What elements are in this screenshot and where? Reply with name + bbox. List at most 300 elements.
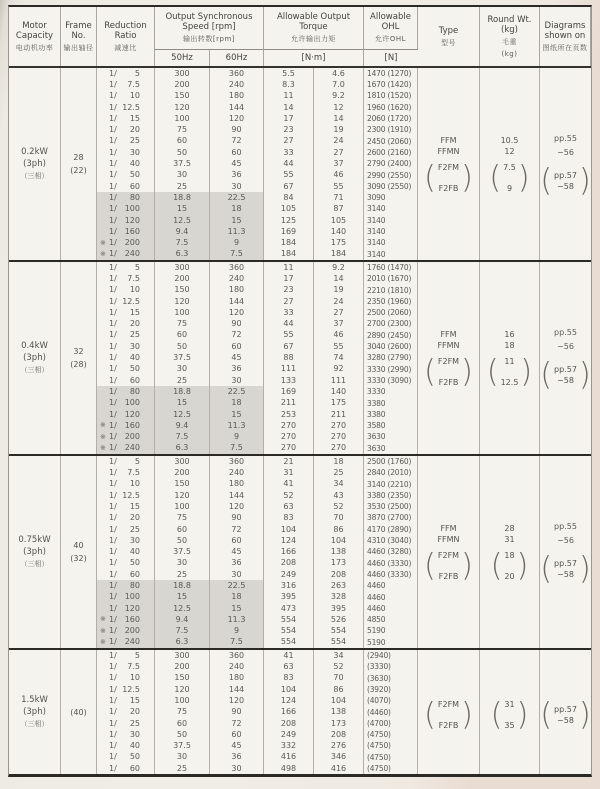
speed-50hz-cell: 37.5: [155, 158, 210, 169]
left-paren-glyph: (: [540, 162, 553, 199]
speed-60hz-cell: 90: [210, 707, 264, 718]
torque-50hz-cell: 44: [264, 319, 314, 330]
ratio-cell: [97, 501, 155, 512]
ratio-denominator: 160: [124, 420, 140, 430]
col-header-diagrams-en: Diagrams shown on: [544, 20, 586, 41]
torque-50hz-cell: 124: [264, 535, 314, 546]
spec-group-0.75kW: [9, 454, 591, 648]
torque-50hz-cell: 184: [264, 249, 314, 260]
weight-paren-group-line: 12.5: [500, 378, 519, 388]
ratio-numerator: 1/: [109, 386, 117, 396]
torque-60hz-cell: 184: [314, 249, 364, 260]
left-paren-glyph: (: [486, 353, 499, 390]
torque-50hz-cell: 253: [264, 409, 314, 420]
speed-50hz-cell: 300: [155, 262, 210, 273]
ratio-denominator: 200: [124, 432, 140, 442]
ratio-cell: [97, 409, 155, 420]
torque-50hz-cell: 211: [264, 398, 314, 409]
ratio-numerator: 1/: [109, 718, 117, 728]
right-paren-glyph: ): [517, 159, 530, 196]
ratio-denominator: 25: [129, 330, 140, 340]
col-header-frame-no-zh: 输出轴径: [63, 43, 94, 52]
ratio-numerator: 1/: [109, 729, 117, 739]
col-header-diagrams: [540, 7, 591, 66]
ratio-cell: [97, 296, 155, 307]
ratio-cell: [97, 558, 155, 569]
ratio-cell: [97, 147, 155, 158]
torque-60hz-cell: 7.0: [314, 79, 364, 90]
ratio-numerator: 1/: [109, 204, 117, 214]
ratio-numerator: 1/: [109, 319, 117, 329]
torque-50hz-cell: 133: [264, 375, 314, 386]
ratio-numerator: 1/: [109, 273, 117, 283]
speed-50hz-cell: 25: [155, 763, 210, 774]
speed-60hz-cell: 60: [210, 341, 264, 352]
torque-60hz-cell: 395: [314, 603, 364, 614]
speed-50hz-cell: 75: [155, 319, 210, 330]
ratio-numerator: 1/: [109, 215, 117, 225]
weight-paren-group: [490, 547, 529, 584]
torque-60hz-cell: 87: [314, 204, 364, 215]
pages-stack: [540, 262, 591, 454]
torque-50hz-cell: 169: [264, 386, 314, 397]
ratio-denominator: 30: [129, 729, 140, 739]
torque-60hz-cell: 27: [314, 307, 364, 318]
speed-60hz-cell: 11.3: [210, 614, 264, 625]
weight-paren-group-line: 20: [504, 572, 515, 582]
speed-50hz-cell: 6.3: [155, 443, 210, 454]
col-header-frame-no-en: Frame No.: [65, 20, 92, 41]
torque-60hz-cell: 46: [314, 170, 364, 181]
ratio-cell: [97, 614, 155, 625]
diagram-pages-cell: [540, 650, 591, 774]
ratio-note-mark: ※: [100, 249, 106, 258]
torque-50hz-cell: 11: [264, 91, 314, 102]
ratio-denominator: 240: [124, 443, 140, 453]
ohl-cell: 2890 (2450): [364, 330, 418, 341]
ohl-cell: (4750): [364, 763, 418, 774]
type-paren-group-lines: [436, 357, 461, 387]
torque-50hz-cell: 88: [264, 352, 314, 363]
ohl-cell: (3630): [364, 673, 418, 684]
speed-50hz-cell: 150: [155, 479, 210, 490]
speed-60hz-cell: 72: [210, 136, 264, 147]
ratio-denominator: 7.5: [127, 662, 140, 672]
left-paren-glyph: (: [489, 159, 502, 196]
page-ref: −56: [557, 536, 574, 546]
speed-50hz-cell: 60: [155, 524, 210, 535]
ohl-cell: (3920): [364, 684, 418, 695]
ohl-cell: 3380: [364, 398, 418, 409]
ratio-numerator: 1/: [109, 752, 117, 762]
weight-paren-group: [489, 159, 530, 196]
ohl-cell: 3140: [364, 215, 418, 226]
speed-50hz-cell: 30: [155, 170, 210, 181]
torque-60hz-cell: 4.6: [314, 68, 364, 79]
speed-50hz-cell: 15: [155, 398, 210, 409]
torque-50hz-cell: 21: [264, 456, 314, 467]
torque-50hz-cell: 270: [264, 420, 314, 431]
ratio-cell: [97, 79, 155, 90]
capacity-line: 0.4kW: [21, 341, 48, 352]
speed-60hz-cell: 30: [210, 181, 264, 192]
ratio-cell: [97, 535, 155, 546]
frame-no-cell: [61, 456, 97, 648]
speed-50hz-cell: 100: [155, 113, 210, 124]
ratio-note-mark: ※: [100, 443, 106, 452]
ratio-denominator: 10: [129, 91, 140, 101]
torque-50hz-cell: 27: [264, 136, 314, 147]
torque-60hz-cell: 138: [314, 546, 364, 557]
speed-50hz-cell: 300: [155, 650, 210, 661]
torque-50hz-cell: 554: [264, 626, 314, 637]
torque-50hz-cell: 41: [264, 479, 314, 490]
spec-group-0.2kW: [9, 68, 591, 260]
col-header-torque-en: Allowable Output Torque: [276, 12, 351, 33]
speed-50hz-cell: 18.8: [155, 192, 210, 203]
diagram-pages-cell: [540, 262, 591, 454]
weight-paren-group-lines: [499, 357, 521, 387]
ratio-numerator: 1/: [109, 102, 117, 112]
ratio-cell: [97, 456, 155, 467]
ratio-numerator: 1/: [109, 296, 117, 306]
weight-stack: [480, 262, 539, 454]
ratio-denominator: 15: [129, 695, 140, 705]
ratio-cell: [97, 569, 155, 580]
page-ref: pp.55: [554, 522, 577, 532]
ratio-cell: [97, 249, 155, 260]
speed-60hz-cell: 72: [210, 718, 264, 729]
ratio-denominator: 12.5: [122, 296, 140, 306]
ratio-numerator: 1/: [109, 68, 117, 78]
ohl-cell: 4170 (2890): [364, 524, 418, 535]
speed-50hz-cell: 6.3: [155, 637, 210, 648]
frame-line: 32: [73, 347, 84, 357]
ohl-cell: (4750): [364, 741, 418, 752]
speed-60hz-cell: 120: [210, 501, 264, 512]
torque-60hz-cell: 24: [314, 136, 364, 147]
torque-50hz-cell: 23: [264, 124, 314, 135]
torque-50hz-cell: 554: [264, 614, 314, 625]
left-paren-glyph: (: [424, 696, 436, 734]
speed-60hz-cell: 180: [210, 285, 264, 296]
type-paren-group-line: F2FM: [437, 551, 460, 561]
torque-60hz-cell: 24: [314, 296, 364, 307]
col-header-speed-en: Output Synchronous Speed [rpm]: [165, 12, 253, 33]
capacity-line: （三相）: [20, 560, 49, 569]
speed-60hz-cell: 18: [210, 204, 264, 215]
type-paren-group: [424, 353, 473, 390]
col-header-torque-zh: 允许输出力矩: [291, 35, 336, 44]
ratio-denominator: 12.5: [122, 102, 140, 112]
speed-60hz-cell: 60: [210, 729, 264, 740]
type-cell: [418, 650, 480, 774]
speed-50hz-cell: 18.8: [155, 386, 210, 397]
ratio-numerator: 1/: [109, 353, 117, 363]
capacity-line: （三相）: [20, 720, 49, 729]
ohl-cell: 2500 (2060): [364, 307, 418, 318]
speed-60hz-cell: 120: [210, 113, 264, 124]
ohl-cell: 3040 (2600): [364, 341, 418, 352]
ratio-denominator: 25: [129, 524, 140, 534]
ratio-numerator: 1/: [109, 113, 117, 123]
speed-60hz-cell: 360: [210, 262, 264, 273]
ratio-numerator: 1/: [109, 307, 117, 317]
ratio-denominator: 80: [129, 581, 140, 590]
ratio-numerator: 1/: [109, 364, 117, 374]
speed-60hz-cell: 90: [210, 124, 264, 135]
ohl-cell: 3330 (2990): [364, 364, 418, 375]
ohl-cell: 4460 (3330): [364, 569, 418, 580]
frame-line: (32): [70, 554, 87, 564]
ratio-numerator: 1/: [109, 614, 117, 624]
ratio-cell: [97, 341, 155, 352]
ratio-denominator: 60: [129, 569, 140, 579]
speed-50hz-cell: 150: [155, 673, 210, 684]
ratio-cell: [97, 546, 155, 557]
torque-50hz-cell: 105: [264, 204, 314, 215]
torque-60hz-cell: 526: [314, 614, 364, 625]
speed-60hz-cell: 60: [210, 535, 264, 546]
ohl-cell: 2840 (2010): [364, 467, 418, 478]
torque-60hz-cell: 270: [314, 443, 364, 454]
diagram-pages-cell: [540, 456, 591, 648]
ohl-cell: 2990 (2550): [364, 170, 418, 181]
speed-50hz-cell: 6.3: [155, 249, 210, 260]
ohl-cell: 5190: [364, 626, 418, 637]
ratio-numerator: 1/: [109, 501, 117, 511]
ratio-numerator: 1/: [109, 409, 117, 419]
ratio-cell: [97, 580, 155, 591]
right-paren-glyph: ): [516, 547, 529, 584]
ohl-cell: 3140: [364, 204, 418, 215]
speed-50hz-cell: 120: [155, 102, 210, 113]
ratio-numerator: 1/: [109, 125, 117, 135]
speed-60hz-cell: 9: [210, 237, 264, 248]
weight-stack: [480, 456, 539, 648]
speed-60hz-cell: 22.5: [210, 580, 264, 591]
speed-50hz-cell: 200: [155, 79, 210, 90]
torque-50hz-cell: 124: [264, 695, 314, 706]
speed-60hz-cell: 30: [210, 375, 264, 386]
torque-50hz-cell: 125: [264, 215, 314, 226]
speed-60hz-cell: 22.5: [210, 386, 264, 397]
torque-60hz-cell: 9.2: [314, 91, 364, 102]
speed-50hz-cell: 9.4: [155, 226, 210, 237]
type-cell: [418, 262, 480, 454]
ohl-cell: 3330: [364, 386, 418, 397]
ratio-cell: [97, 204, 155, 215]
ratio-cell: [97, 729, 155, 740]
ratio-cell: [97, 661, 155, 672]
torque-50hz-cell: 55: [264, 330, 314, 341]
ohl-cell: 3090 (2550): [364, 181, 418, 192]
speed-60hz-cell: 45: [210, 741, 264, 752]
ratio-cell: [97, 226, 155, 237]
ratio-cell: [97, 307, 155, 318]
torque-60hz-cell: 19: [314, 285, 364, 296]
speed-60hz-cell: 30: [210, 569, 264, 580]
right-paren-glyph: ): [516, 696, 529, 734]
ratio-denominator: 30: [129, 341, 140, 351]
speed-60hz-cell: 144: [210, 296, 264, 307]
subheader-torque-unit: [N·m]: [264, 49, 364, 66]
torque-60hz-cell: 71: [314, 192, 364, 203]
ohl-cell: 4460: [364, 592, 418, 603]
ratio-cell: [97, 181, 155, 192]
torque-60hz-cell: 104: [314, 695, 364, 706]
torque-50hz-cell: 67: [264, 181, 314, 192]
ratio-cell: [97, 490, 155, 501]
speed-60hz-cell: 9: [210, 432, 264, 443]
torque-60hz-cell: 173: [314, 718, 364, 729]
ratio-numerator: 1/: [109, 479, 117, 489]
ratio-denominator: 5: [134, 262, 140, 272]
round-weight-cell: [480, 262, 540, 454]
torque-60hz-cell: 19: [314, 124, 364, 135]
frame-line: (22): [70, 166, 87, 176]
frame-no-cell: [61, 68, 97, 260]
col-header-torque: [264, 7, 364, 49]
ratio-cell: [97, 215, 155, 226]
torque-50hz-cell: 8.3: [264, 79, 314, 90]
col-header-frame-no: [61, 7, 97, 66]
ratio-note-mark: ※: [100, 626, 106, 635]
ohl-cell: 2010 (1670): [364, 273, 418, 284]
torque-60hz-cell: 14: [314, 113, 364, 124]
torque-60hz-cell: 211: [314, 409, 364, 420]
left-paren-glyph: (: [540, 550, 553, 587]
right-paren-glyph: ): [461, 159, 473, 196]
ratio-numerator: 1/: [109, 741, 117, 751]
type-paren-group-line: F2FM: [437, 700, 460, 710]
capacity-line: 0.75kW: [18, 535, 51, 546]
weight-paren-group: [486, 353, 533, 390]
ratio-cell: [97, 467, 155, 478]
speed-50hz-cell: 60: [155, 330, 210, 341]
ratio-denominator: 200: [124, 626, 140, 636]
torque-60hz-cell: 52: [314, 661, 364, 672]
ratio-denominator: 50: [129, 170, 140, 180]
col-header-motor-capacity-zh: 电动机功率: [15, 43, 54, 52]
torque-60hz-cell: 208: [314, 729, 364, 740]
torque-50hz-cell: 84: [264, 192, 314, 203]
speed-50hz-cell: 25: [155, 181, 210, 192]
weight-paren-group-line: 9: [506, 184, 513, 194]
pages-paren-group-line: pp.57: [554, 559, 577, 569]
ratio-denominator: 100: [124, 592, 140, 602]
ohl-cell: 1670 (1420): [364, 79, 418, 90]
speed-50hz-cell: 25: [155, 569, 210, 580]
ratio-denominator: 30: [129, 147, 140, 157]
ratio-denominator: 20: [129, 513, 140, 523]
speed-50hz-cell: 150: [155, 285, 210, 296]
torque-60hz-cell: 208: [314, 569, 364, 580]
torque-60hz-cell: 70: [314, 673, 364, 684]
ratio-denominator: 60: [129, 763, 140, 773]
ohl-cell: 2700 (2300): [364, 319, 418, 330]
ratio-denominator: 100: [124, 204, 140, 214]
type-stack: [418, 650, 479, 774]
ratio-numerator: 1/: [109, 637, 117, 647]
speed-50hz-cell: 50: [155, 341, 210, 352]
round-weight-cell: [480, 456, 540, 648]
weight-paren-group-line: 11: [504, 357, 515, 367]
ratio-denominator: 15: [129, 113, 140, 123]
page-ref: pp.55: [554, 328, 577, 338]
ohl-cell: (4700): [364, 718, 418, 729]
ohl-cell: 3140 (2210): [364, 479, 418, 490]
ratio-cell: [97, 273, 155, 284]
ratio-note-mark: ※: [100, 238, 106, 247]
speed-60hz-cell: 36: [210, 558, 264, 569]
ratio-numerator: 1/: [109, 443, 117, 453]
round-weight-cell: [480, 650, 540, 774]
ratio-cell: [97, 375, 155, 386]
speed-60hz-cell: 45: [210, 352, 264, 363]
col-header-motor-capacity: [9, 7, 61, 66]
torque-60hz-cell: 27: [314, 147, 364, 158]
ohl-cell: 3140: [364, 226, 418, 237]
ratio-cell: [97, 707, 155, 718]
page-ref: −56: [557, 342, 574, 352]
ohl-cell: (4460): [364, 707, 418, 718]
speed-60hz-cell: 120: [210, 307, 264, 318]
type-paren-group-line: F2FM: [437, 357, 460, 367]
col-header-ohl-zh: 允许OHL: [374, 35, 407, 44]
ratio-numerator: 1/: [109, 662, 117, 672]
ratio-cell: [97, 68, 155, 79]
ratio-cell: [97, 237, 155, 248]
torque-60hz-cell: 70: [314, 513, 364, 524]
col-header-reduction-ratio-en: Reduction Ratio: [104, 20, 147, 41]
ratio-numerator: 1/: [109, 524, 117, 534]
speed-50hz-cell: 30: [155, 752, 210, 763]
ohl-cell: (4750): [364, 729, 418, 740]
speed-60hz-cell: 45: [210, 158, 264, 169]
ratio-numerator: 1/: [109, 513, 117, 523]
torque-50hz-cell: 104: [264, 524, 314, 535]
pages-stack: [540, 456, 591, 648]
speed-50hz-cell: 50: [155, 729, 210, 740]
ratio-denominator: 5: [134, 650, 140, 660]
ratio-numerator: 1/: [109, 192, 117, 202]
torque-50hz-cell: 14: [264, 102, 314, 113]
ratio-numerator: 1/: [109, 603, 117, 613]
speed-50hz-cell: 15: [155, 592, 210, 603]
speed-50hz-cell: 30: [155, 364, 210, 375]
speed-50hz-cell: 150: [155, 91, 210, 102]
motor-capacity-cell: [9, 650, 61, 774]
ratio-cell: [97, 673, 155, 684]
page-ref: pp.55: [554, 134, 577, 144]
right-paren-glyph: ): [578, 356, 591, 393]
torque-60hz-cell: 140: [314, 226, 364, 237]
motor-capacity-cell: [9, 68, 61, 260]
ratio-cell: [97, 524, 155, 535]
ratio-cell: [97, 684, 155, 695]
speed-60hz-cell: 7.5: [210, 443, 264, 454]
speed-50hz-cell: 37.5: [155, 741, 210, 752]
speed-60hz-cell: 144: [210, 490, 264, 501]
type-stack: [418, 68, 479, 260]
torque-60hz-cell: 270: [314, 432, 364, 443]
torque-60hz-cell: 86: [314, 524, 364, 535]
speed-50hz-cell: 100: [155, 501, 210, 512]
ratio-denominator: 12.5: [122, 684, 140, 694]
type-paren-group-line: F2FB: [438, 721, 459, 731]
speed-50hz-cell: 120: [155, 684, 210, 695]
